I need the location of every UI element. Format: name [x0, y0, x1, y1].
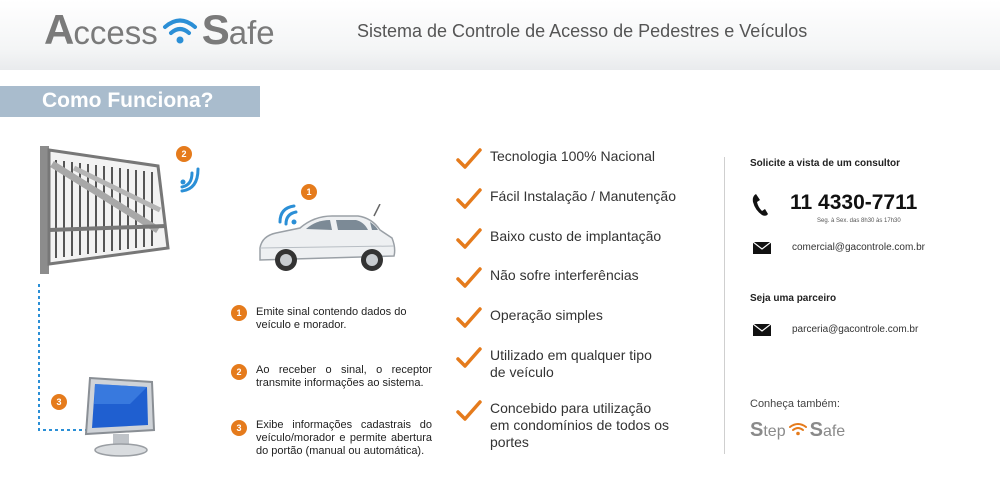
feature-item [456, 188, 710, 210]
feature-text: Baixo custo de implantação [490, 228, 662, 244]
gate-signal-icon [178, 163, 204, 193]
section-title: Como Funciona? [42, 89, 214, 112]
logo-text-ccess: ccess [73, 14, 158, 51]
step-3-text: Exibe informações cadastrais do veículo/morador e permite abertura do portão (manual ou automática). [256, 419, 432, 457]
badge-1-car: 1 [301, 184, 317, 200]
step-3-badge: 3 [231, 420, 247, 436]
phone-number[interactable]: 11 4330-7711 [790, 191, 918, 214]
check-icon [456, 307, 482, 329]
monitor-illustration [80, 374, 160, 458]
logo-letter-a: A [44, 6, 74, 53]
step-logo-text-afe: afe [822, 423, 846, 440]
vertical-divider [724, 157, 725, 454]
feature-item [456, 228, 710, 250]
logo-letter-s: S [201, 6, 229, 53]
feature-text: Operação simples [490, 307, 603, 323]
logo-text-afe: afe [228, 14, 275, 51]
check-icon [456, 148, 482, 170]
step-2-text: Ao receber o sinal, o receptor transmite informações ao sistema. [256, 364, 432, 389]
feature-text: Concebido para utilização em condomínios de todos os portes [490, 400, 669, 450]
wifi-icon [789, 422, 807, 436]
feature-text: Não sofre interferências [490, 267, 639, 283]
phone-icon [750, 192, 770, 218]
feature-item [456, 400, 670, 451]
consultant-heading: Solicite a vista de um consultor [750, 158, 901, 169]
commercial-email-link[interactable]: comercial@gacontrole.com.br [792, 242, 925, 253]
feature-item [456, 267, 710, 289]
feature-item [456, 307, 710, 329]
see-also-label: Conheça também: [750, 398, 840, 410]
header-bar [0, 0, 1000, 70]
step-logo-text-tep: tep [763, 423, 786, 440]
section-title-bar [0, 86, 260, 117]
check-icon [456, 347, 482, 369]
step-logo-letter-s: S [750, 419, 764, 441]
step-logo-letter-s2: S [809, 419, 823, 441]
check-icon [456, 228, 482, 250]
badge-3-monitor: 3 [51, 394, 67, 410]
feature-text: Utilizado em qualquer tipo de veículo [490, 347, 652, 380]
feature-item [456, 148, 710, 170]
badge-2-gate: 2 [176, 146, 192, 162]
feature-text: Fácil Instalação / Manutenção [490, 188, 676, 204]
wifi-icon [162, 16, 198, 46]
check-icon [456, 267, 482, 289]
car-signal-icon [276, 202, 304, 230]
gate-illustration [34, 140, 174, 280]
check-icon [456, 400, 482, 422]
business-hours: Seg. à Sex. das 8h30 às 17h30 [817, 218, 901, 224]
step-2-badge: 2 [231, 364, 247, 380]
check-icon [456, 188, 482, 210]
step-1-text: Emite sinal contendo dados do veículo e morador. [256, 306, 407, 331]
step-1-badge: 1 [231, 305, 247, 321]
partner-heading: Seja uma parceiro [750, 293, 837, 304]
header-tagline: Sistema de Controle de Acesso de Pedestres e Veículos [357, 21, 808, 41]
access-safe-logo[interactable] [44, 6, 275, 53]
feature-item [456, 347, 670, 381]
envelope-icon [753, 324, 771, 336]
envelope-icon [753, 242, 771, 254]
feature-text: Tecnologia 100% Nacional [490, 148, 655, 164]
partner-email-link[interactable]: parceria@gacontrole.com.br [792, 324, 919, 335]
step-safe-logo[interactable] [750, 419, 845, 442]
